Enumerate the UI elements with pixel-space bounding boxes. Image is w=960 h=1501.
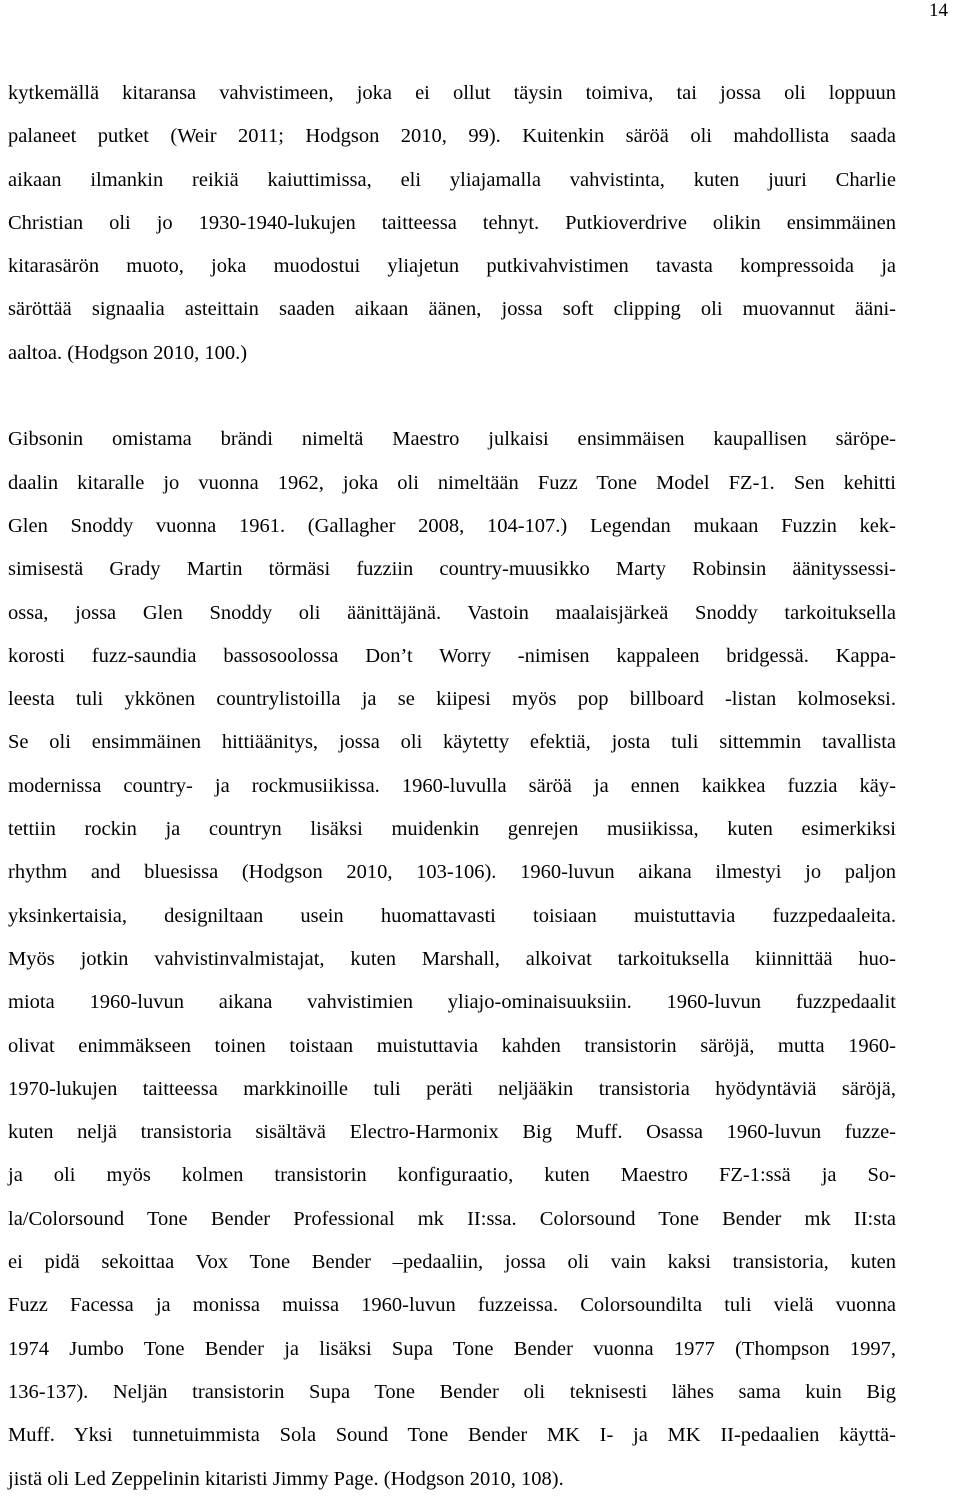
text-line: miota 1960-luvun aikana vahvistimien yliajo-ominaisuuksiin. 1960-luvun fuzzpedaalit xyxy=(8,991,896,1014)
text-line: palaneet putket (Weir 2011; Hodgson 2010, 99). Kuitenkin säröä oli mahdollista saada xyxy=(8,125,896,148)
text-line: Se oli ensimmäinen hittiäänitys, jossa oli käytetty efektiä, josta tuli sittemmin tavallista xyxy=(8,731,896,754)
text-line: yksinkertaisia, designiltaan usein huomattavasti toisiaan muistuttavia fuzzpedaaleita. xyxy=(8,904,896,927)
text-line: säröttää signaalia asteittain saaden aikaan äänen, jossa soft clipping oli muovannut ääni- xyxy=(8,298,896,321)
text-line: kuten neljä transistoria sisältävä Electro-Harmonix Big Muff. Osassa 1960-luvun fuzze- xyxy=(8,1121,896,1144)
text-line: modernissa country- ja rockmusiikissa. 1960-luvulla säröä ja ennen kaikkea fuzzia käy- xyxy=(8,774,896,797)
text-line: Fuzz Facessa ja monissa muissa 1960-luvun fuzzeissa. Colorsoundilta tuli vielä vuonna xyxy=(8,1294,896,1317)
text-line: aaltoa. (Hodgson 2010, 100.) xyxy=(8,341,248,364)
page-number: 14 xyxy=(929,0,948,21)
text-line: Myös jotkin vahvistinvalmistajat, kuten Marshall, alkoivat tarkoituksella kiinnittää huo- xyxy=(8,947,896,970)
paragraph-2 xyxy=(8,418,896,1500)
text-line: olivat enimmäkseen toinen toistaan muistuttavia kahden transistorin säröjä, mutta 1960- xyxy=(8,1034,896,1057)
text-line: Christian oli jo 1930-1940-lukujen taitteessa tehnyt. Putkioverdrive olikin ensimmäinen xyxy=(8,211,896,234)
text-line: 1970-lukujen taitteessa markkinoille tuli peräti neljääkin transistoria hyödyntäviä säröjä, xyxy=(8,1077,896,1100)
text-line: 136-137). Neljän transistorin Supa Tone Bender oli teknisesti lähes sama kuin Big xyxy=(8,1380,896,1403)
text-line: jistä oli Led Zeppelinin kitaristi Jimmy Page. (Hodgson 2010, 108). xyxy=(8,1467,564,1490)
text-line: la/Colorsound Tone Bender Professional mk II:ssa. Colorsound Tone Bender mk II:sta xyxy=(8,1207,896,1230)
text-line: tettiin rockin ja countryn lisäksi muidenkin genrejen musiikissa, kuten esimerkiksi xyxy=(8,818,896,841)
text-line: simisestä Grady Martin törmäsi fuzziin country-muusikko Marty Robinsin äänityssessi- xyxy=(8,558,896,581)
text-line: kytkemällä kitaransa vahvistimeen, joka ei ollut täysin toimiva, tai jossa oli loppuun xyxy=(8,82,896,104)
text-line: Muff. Yksi tunnetuimmista Sola Sound Tone Bender MK I- ja MK II-pedaalien käyttä- xyxy=(8,1424,896,1447)
text-line: daalin kitaralle jo vuonna 1962, joka oli nimeltään Fuzz Tone Model FZ-1. Sen kehitti xyxy=(8,471,896,494)
text-line: korosti fuzz-saundia bassosoolossa Don’t Worry -nimisen kappaleen bridgessä. Kappa- xyxy=(8,644,896,667)
text-line: Glen Snoddy vuonna 1961. (Gallagher 2008, 104-107.) Legendan mukaan Fuzzin kek- xyxy=(8,514,896,537)
text-line: ei pidä sekoittaa Vox Tone Bender –pedaaliin, jossa oli vain kaksi transistoria, kuten xyxy=(8,1251,896,1274)
document-body xyxy=(8,72,896,1501)
text-line: kitarasärön muoto, joka muodostui yliajetun putkivahvistimen tavasta kompressoida ja xyxy=(8,255,896,278)
text-line: ossa, jossa Glen Snoddy oli äänittäjänä. Vastoin maalaisjärkeä Snoddy tarkoituksella xyxy=(8,601,896,624)
text-line: ja oli myös kolmen transistorin konfiguraatio, kuten Maestro FZ-1:ssä ja So- xyxy=(8,1164,896,1187)
text-line: rhythm and bluesissa (Hodgson 2010, 103-106). 1960-luvun aikana ilmestyi jo paljon xyxy=(8,861,896,884)
text-line: leesta tuli ykkönen countrylistoilla ja se kiipesi myös pop billboard -listan kolmoseksi. xyxy=(8,688,896,711)
text-line: aikaan ilmankin reikiä kaiuttimissa, eli yliajamalla vahvistinta, kuten juuri Charlie xyxy=(8,168,896,191)
paragraph-1 xyxy=(8,72,896,375)
text-line: Gibsonin omistama brändi nimeltä Maestro julkaisi ensimmäisen kaupallisen säröpe- xyxy=(8,428,896,451)
paragraph-spacer xyxy=(8,375,896,418)
text-line: 1974 Jumbo Tone Bender ja lisäksi Supa Tone Bender vuonna 1977 (Thompson 1997, xyxy=(8,1337,896,1360)
